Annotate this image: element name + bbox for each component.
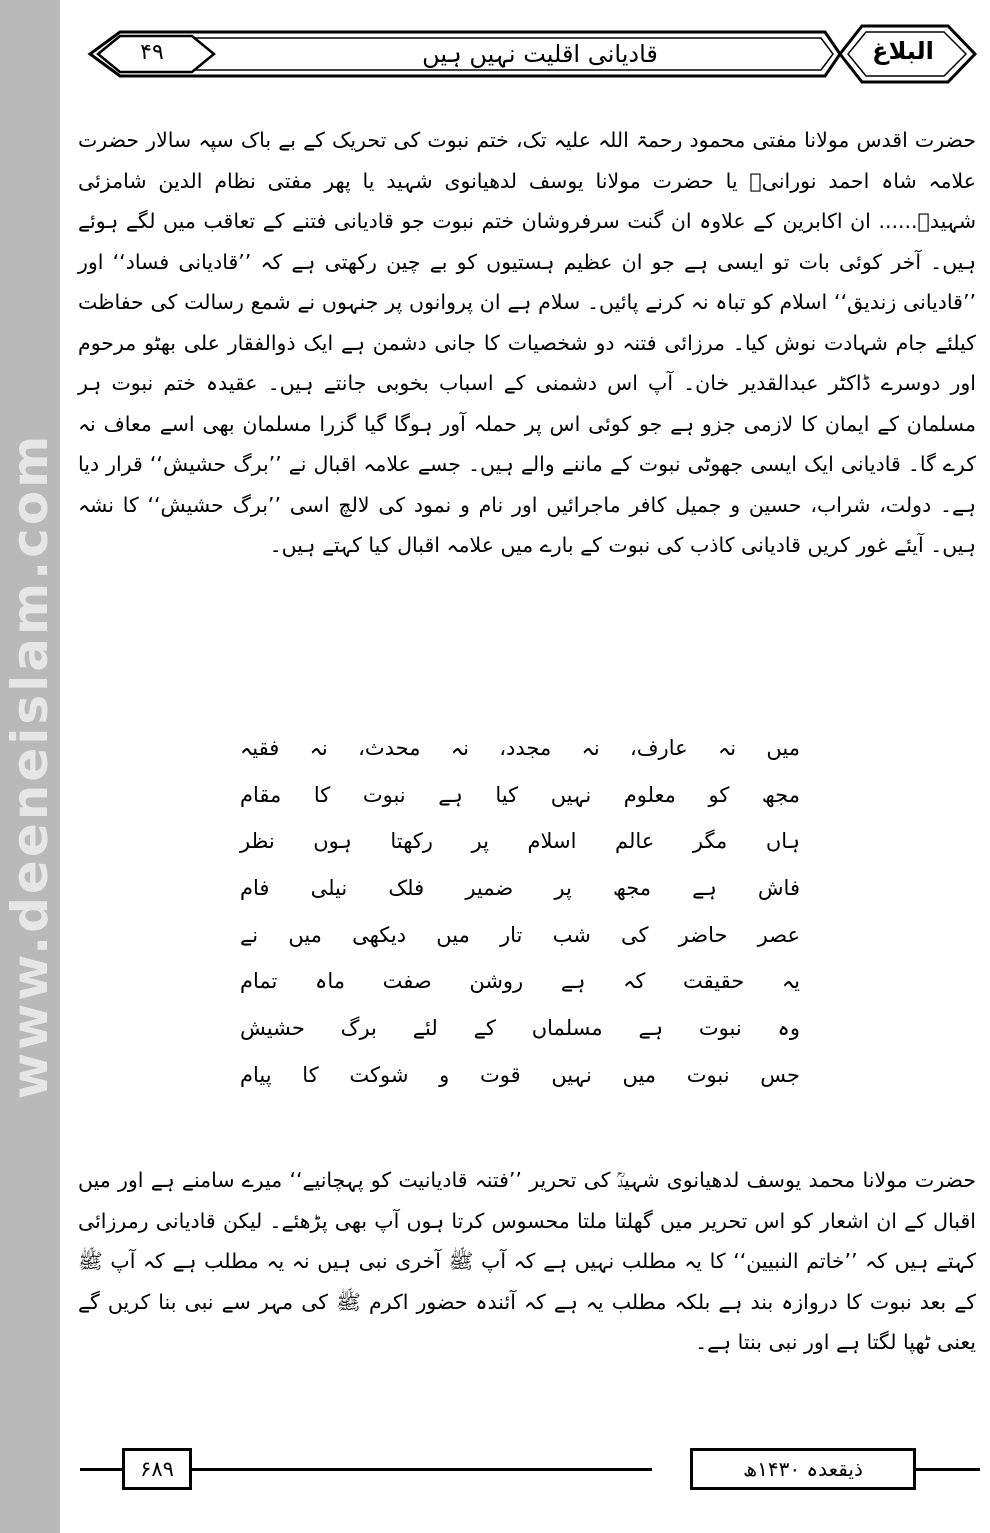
issue-page-number: ۴۹ (140, 40, 164, 65)
footer-rule-left (80, 1468, 122, 1471)
poem-line: یہ حقیقت کہ ہے روشن صفت ماہ تمام (240, 969, 800, 994)
footer-rule-middle (192, 1468, 652, 1471)
running-title: قادیانی اقلیت نہیں ہیں (422, 40, 658, 68)
poem-line: مجھ کو معلوم نہیں کیا ہے نبوت کا مقام (240, 782, 800, 807)
poem (240, 725, 800, 1099)
footer-issue-date: ذیقعدہ ۱۴۳۰ھ (690, 1448, 916, 1490)
poem-line: فاش ہے مجھ پر ضمیر فلک نیلی فام (240, 876, 800, 901)
poem-line: ہاں مگر عالم اسلام پر رکھتا ہوں نظر (240, 829, 800, 854)
poem-line: وہ نبوت ہے مسلماں کے لئے برگ حشیش (240, 1016, 800, 1041)
poem-line: جس نبوت میں نہیں قوت و شوکت کا پیام (240, 1062, 800, 1087)
body-paragraph-1: حضرت اقدس مولانا مفتی محمود رحمۃ اللہ علیہ تک، ختم نبوت کی تحریک کے بے باک سپہ سالار حضرت علامہ شاہ احمد نورانیؒ یا حضرت مولانا یوسف لدھیانوی شہید یا پھر مفتی نظام الدین شامزئی شہیدؒ...... ان اکابرین کے علاوہ ان گنت سرفروشان ختم نبوت جو قادیانی فتنے کے تعاقب میں لگے ہوئے ہیں۔ آخر کوئی بات تو ایسی ہے جو ان عظیم ہستیوں کو بے چین رکھتی ہے کہ ’’قادیانی فساد‘‘ اور ’’قادیانی زندیق‘‘ اسلام کو تباہ نہ کرنے پائیں۔ سلام ہے ان پروانوں پر جنہوں نے شمع رسالت کی حفاظت کیلئے جام شہادت نوش کیا۔ مرزائی فتنہ دو شخصیات کا جانی دشمن ہے ایک ذوالفقار علی بھٹو مرحوم اور دوسرے ڈاکٹر عبدالقدیر خان۔ آپ اس دشمنی کے اسباب بخوبی جانتے ہیں۔ عقیدہ ختم نبوت ہر مسلمان کے ایمان کا لازمی جزو ہے جو کوئی اس پر حملہ آور ہوگا گیا گزرا مسلمان بھی اسے معاف نہ کرے گا۔ قادیانی ایک ایسی جھوٹی نبوت کے ماننے والے ہیں۔ جسے علامہ اقبال نے ’’برگ حشیش‘‘ قرار دیا ہے۔ دولت، شراب، حسین و جمیل کافر ماجرائیں اور نام و نمود کی لالچ اسی ’’برگ حشیش‘‘ کا نشہ ہیں۔ آیئے غور کریں قادیانی کاذب کی نبوت کے بارے میں علامہ اقبال کیا کہتے ہیں۔ (78, 128, 976, 557)
footer-rule-right (910, 1468, 980, 1471)
poem-line: عصر حاضر کی شب تار میں دیکھی میں نے (240, 922, 800, 947)
site-watermark: www.deeneislam.com (1, 432, 59, 1100)
body-paragraph-2: حضرت مولانا محمد یوسف لدھیانوی شہیدؒ کی تحریر ’’فتنہ قادیانیت کو پہچانیے‘‘ میرے سامنے ہے اور میں اقبال کے ان اشعار کو اس تحریر میں گھلتا ملتا محسوس کرتا ہوں آپ بھی پڑھئے۔ لیکن قادیانی رمرزائی کہتے ہیں کہ ’’خاتم النبیین‘‘ کا یہ مطلب نہیں ہے کہ آپ ﷺ آخری نبی ہیں نہ یہ مطلب ہے کہ آپ ﷺ کے بعد نبوت کا دروازہ بند ہے بلکہ مطلب یہ ہے کہ آئندہ حضور اکرم ﷺ کی مہر سے نبی بنا کریں گے یعنی ٹھپا لگتا ہے اور نبی بنتا ہے۔ (78, 1168, 976, 1354)
watermark-strip (0, 0, 60, 1533)
page-header (80, 18, 980, 90)
magazine-name: البلاغ (872, 37, 934, 65)
page-footer (80, 1446, 980, 1494)
poem-line: میں نہ عارف، نہ مجدد، نہ محدث، نہ فقیہ (240, 736, 800, 760)
footer-page-number: ۶۸۹ (122, 1448, 192, 1490)
